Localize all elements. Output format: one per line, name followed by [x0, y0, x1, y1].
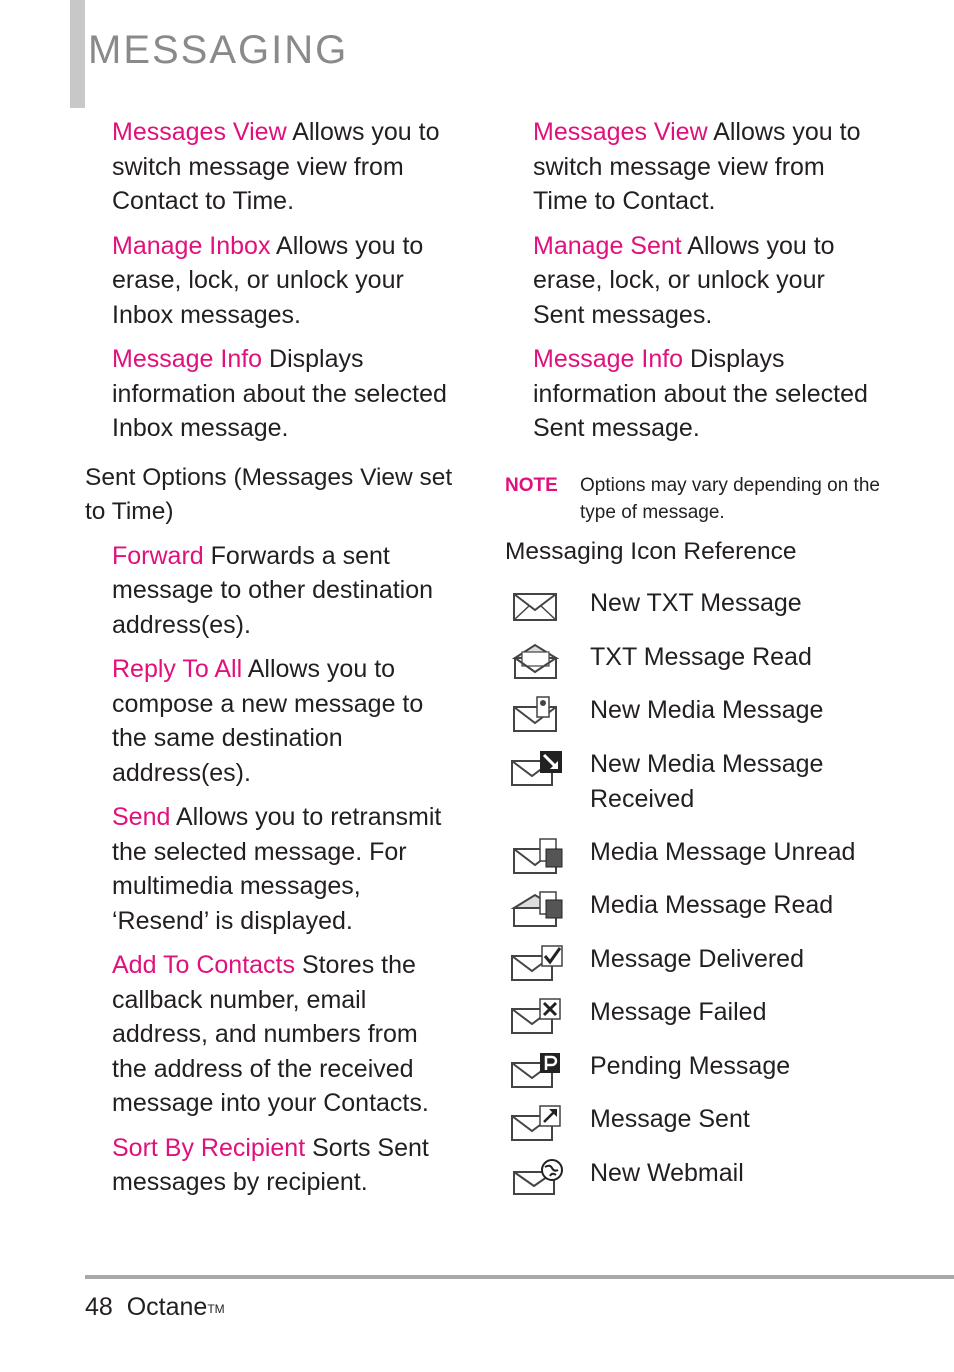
icon-label: Pending Message — [590, 1051, 791, 1080]
option-add-to-contacts — [112, 948, 457, 1121]
envelope-pending-icon — [510, 1051, 566, 1091]
option-messages-view — [533, 115, 873, 219]
icon-row-new-media-message-received — [510, 747, 910, 835]
option-term: Messages View — [112, 118, 287, 146]
option-reply-to-all — [112, 652, 457, 790]
title-accent-bar — [70, 0, 85, 108]
note-label: NOTE — [505, 475, 558, 496]
option-send — [112, 800, 457, 938]
option-term: Message Info — [533, 345, 684, 373]
icon-row-media-message-unread — [510, 835, 910, 889]
icon-label: Message Sent — [590, 1105, 750, 1133]
option-messages-view — [112, 115, 457, 219]
note-text: Options may vary depending on the type of message. — [580, 475, 880, 523]
option-desc: Displays information about the selected Inbox message. — [112, 345, 447, 442]
icon-row-txt-message-read — [510, 640, 910, 694]
envelope-sent-icon — [510, 1104, 566, 1144]
envelope-media-unread-icon — [510, 837, 566, 877]
option-forward — [112, 539, 457, 643]
option-term: Send — [112, 803, 171, 831]
option-desc: Allows you to compose a new message to the same destination address(es). — [112, 655, 424, 787]
option-desc: Allows you to erase, lock, or unlock your Sent messages. — [533, 231, 835, 329]
left-column — [85, 115, 457, 1210]
right-column — [533, 115, 873, 456]
icon-label: Message Delivered — [590, 944, 804, 973]
icon-reference-heading: Messaging Icon Reference — [505, 538, 797, 565]
envelope-media-received-icon — [510, 749, 566, 789]
option-desc: Sorts Sent messages by recipient. — [112, 1133, 429, 1196]
option-message-info — [112, 342, 457, 446]
icon-row-media-message-read — [510, 888, 910, 942]
icon-row-pending-message — [510, 1049, 910, 1103]
envelope-failed-icon — [510, 997, 566, 1037]
icon-label: New Media Message Received — [590, 749, 824, 813]
envelope-open-icon — [510, 642, 562, 682]
option-desc: Allows you to retransmit the selected message. For multimedia messages, ‘Resend’ is displayed. — [112, 803, 442, 935]
icon-label: Message Failed — [590, 998, 767, 1026]
option-term: Sort By Recipient — [112, 1133, 306, 1162]
product-name: Octane — [126, 1293, 208, 1321]
option-message-info — [533, 342, 873, 446]
page-footer — [85, 1290, 225, 1324]
option-desc: Displays information about the selected Sent message. — [533, 345, 868, 442]
icon-label: TXT Message Read — [590, 642, 812, 671]
icon-label: New Media Message — [590, 696, 824, 724]
option-term: Messages View — [533, 118, 708, 146]
icon-label: Media Message Read — [590, 891, 834, 919]
page-number: 48 — [85, 1293, 113, 1321]
option-term: Add To Contacts — [112, 951, 295, 979]
option-desc: Stores the callback number, email address, and numbers from the address of the received message into your Contacts. — [112, 951, 429, 1117]
option-term: Message Info — [112, 345, 263, 373]
footer-divider — [85, 1275, 954, 1279]
option-term: Manage Sent — [533, 231, 682, 260]
icon-row-new-webmail — [510, 1156, 910, 1210]
icon-row-new-txt-message — [510, 586, 910, 640]
option-term: Manage Inbox — [112, 231, 271, 260]
envelope-webmail-icon — [510, 1158, 566, 1198]
option-desc: Allows you to erase, lock, or unlock your Inbox messages. — [112, 231, 424, 329]
icon-row-new-media-message — [510, 693, 910, 747]
icon-row-message-delivered — [510, 942, 910, 996]
envelope-media-icon — [510, 695, 562, 735]
option-sort-by-recipient — [112, 1131, 457, 1200]
option-desc: Forwards a sent message to other destination address(es). — [112, 541, 434, 639]
envelope-media-read-icon — [510, 890, 566, 930]
icon-label: New Webmail — [590, 1158, 744, 1187]
option-manage-sent — [533, 229, 873, 333]
envelope-closed-icon — [510, 588, 562, 624]
option-desc: Allows you to switch message view from Time to Contact. — [533, 118, 861, 215]
icon-reference-list — [510, 586, 910, 1209]
option-term: Reply To All — [112, 655, 243, 683]
option-term: Forward — [112, 541, 204, 570]
page-title: MESSAGING — [88, 28, 349, 72]
icon-label: Media Message Unread — [590, 837, 856, 866]
section-heading-sent-options: Sent Options (Messages View set to Time) — [85, 463, 453, 525]
envelope-delivered-icon — [510, 944, 566, 984]
icon-row-message-sent — [510, 1102, 910, 1156]
icon-label: New TXT Message — [590, 589, 802, 617]
icon-row-message-failed — [510, 995, 910, 1049]
option-manage-inbox — [112, 229, 457, 333]
option-desc: Allows you to switch message view from Contact to Time. — [112, 118, 440, 215]
trademark-mark: TM — [207, 1302, 225, 1316]
